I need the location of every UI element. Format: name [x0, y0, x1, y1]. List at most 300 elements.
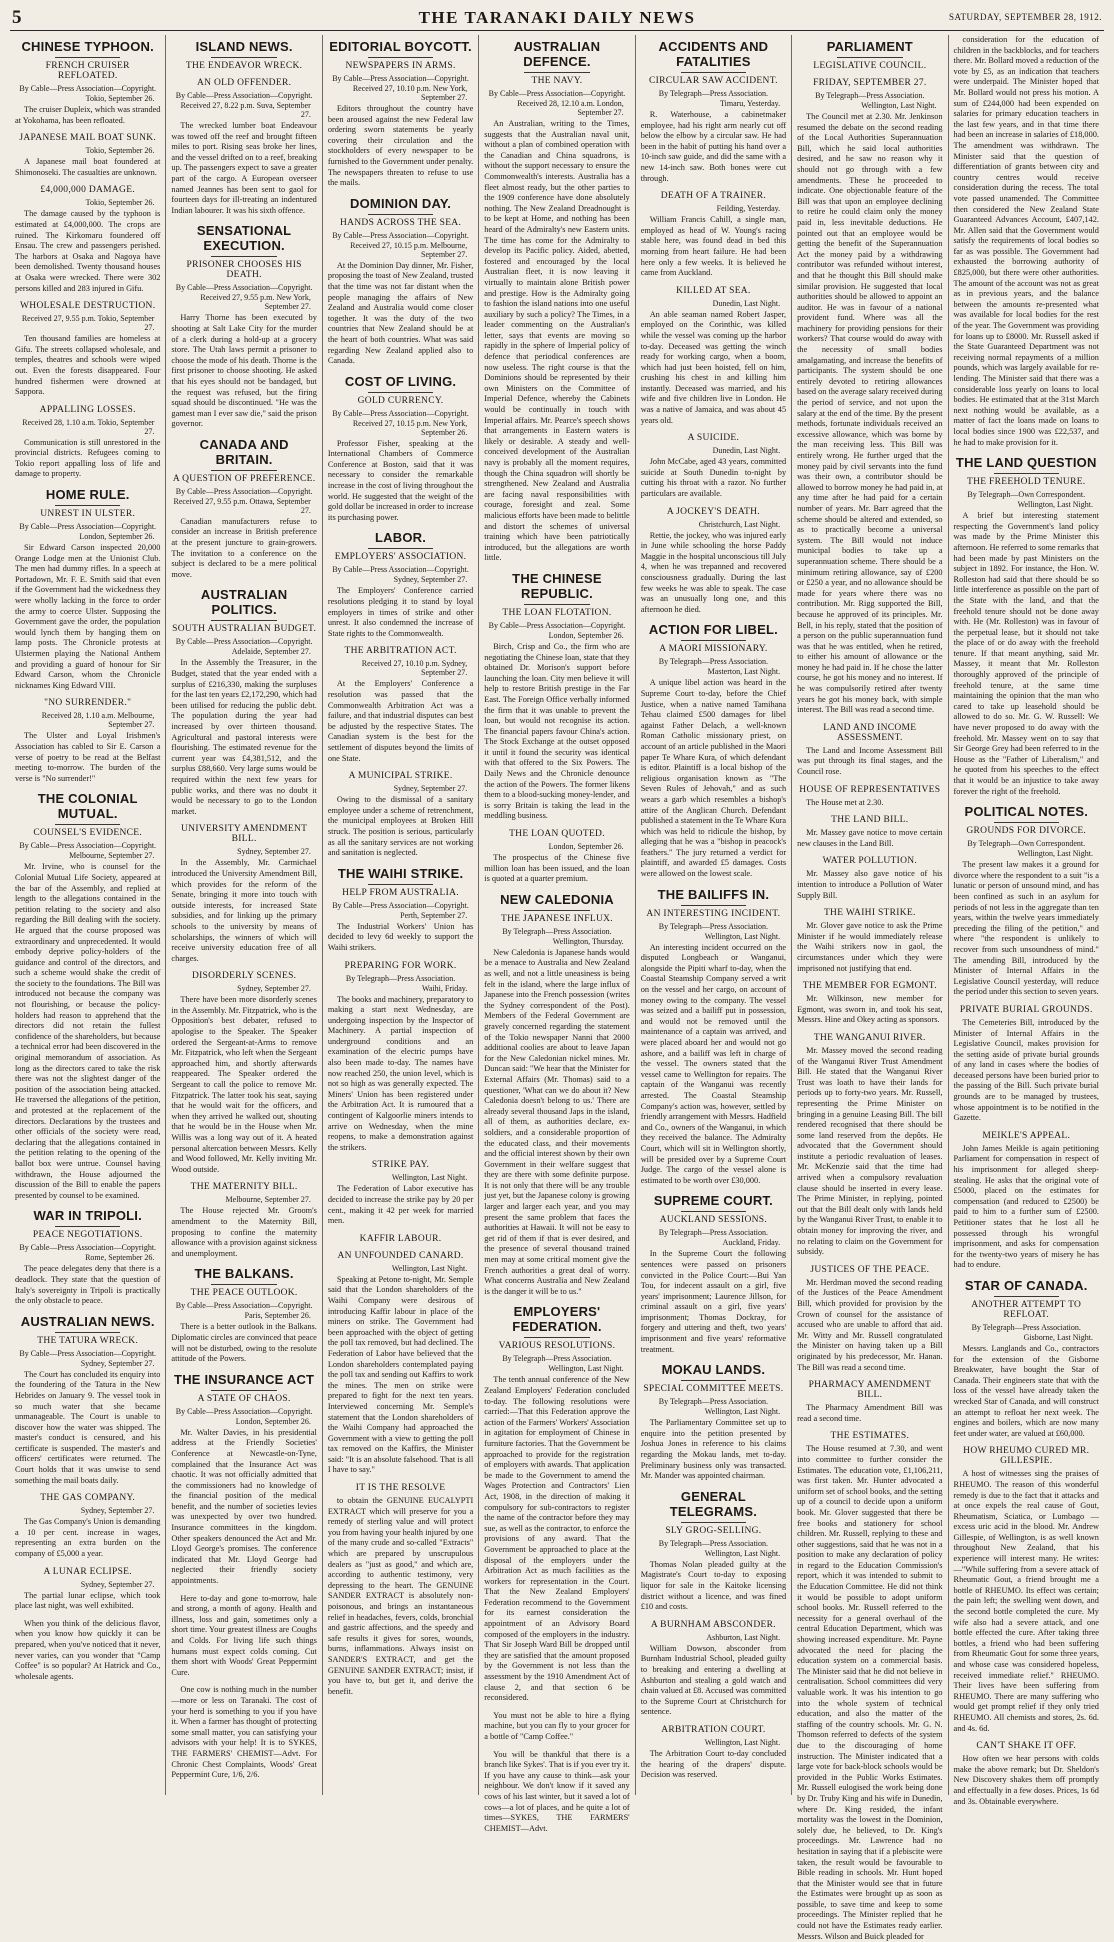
article-byline: By Cable—Press Association—Copyright.	[332, 565, 469, 575]
article	[641, 1489, 786, 1613]
article-subhead: PEACE NEGOTIATIONS.	[32, 1230, 143, 1241]
article-body: The House rejected Mr. Groom's amendment to the Maternity Bill, proposing to confine the maternity allowance with a provision against sickness and unemployment.	[171, 1206, 317, 1258]
article-byline: By Telegraph—Press Association.	[658, 1538, 769, 1548]
article	[484, 1304, 629, 1703]
article-byline: By Cable—Press Association—Copyright.	[332, 74, 469, 83]
column-5	[636, 35, 792, 1795]
article-subhead: A JOCKEY'S DEATH.	[666, 506, 760, 517]
article-body: Professor Fisher, speaking at the International Chambers of Commerce Conference at Boston, said that it was necessary to consider the remarkable increase in the cost of living throughout the world. He suggested that the weight of the gold dollar be increased in order to increase its purchasing power.	[327, 438, 474, 522]
column-3	[323, 35, 479, 1795]
article-subhead: THE WAIHI STRIKE.	[823, 908, 916, 919]
article-headline: NEW CALEDONIA	[500, 891, 614, 907]
article-subhead: A STATE OF CHAOS.	[197, 1393, 291, 1404]
article-byline: By Cable—Press Association—Copyright.	[19, 522, 157, 532]
article-dateline: Wellington, Last Night.	[704, 1548, 781, 1558]
headline-rule	[211, 620, 276, 621]
article	[954, 1131, 1099, 1271]
article-body: The present law makes it a ground for divorce where the respondent to a suit "is a lunatic or person of unsound mind, and has been confined as such in an asylum for periods of not less in the aggregate than ten years, within the twelve years immediately preceding the filing of the petition," and where "the respondent is unlikely to recover from such unsoundness of mind." The amending Bill, introduced by the Minister of Internal Affairs in the Legislative Council yesterday, will reduce the period under this section to seven years.	[953, 860, 1099, 997]
article-subhead: LAND AND INCOME ASSESSMENT.	[823, 722, 917, 743]
article-dateline: Tokio, September 26.	[85, 146, 155, 156]
article-body: Mr. Massey gave notice to move certain new clauses in the Land Bill.	[797, 828, 943, 848]
article-byline: By Cable—Press Association—Copyright.	[488, 620, 626, 630]
article-subhead: A SUICIDE.	[687, 433, 740, 444]
article-dateline: Received 28, 1.10 a.m. Melbourne, September 27.	[41, 711, 155, 730]
article-headline: PARLIAMENT	[826, 39, 913, 54]
article	[15, 1567, 160, 1612]
article-headline: AUSTRALIAN NEWS.	[20, 1313, 155, 1329]
article-body: In the Supreme Court the following sentences were passed on prisoners convicted in the Police Court:—Bui Yan Tou, for indecent assault on a girl, five years' imprisonment; Laurence Jillson, for criminal assault on a girl, five years' imprisonment; Thomas Dockray, for forgery and uttering and theft, two years' imprisonment and five years' reformative treatment.	[640, 1249, 787, 1354]
article-body: Messrs. Langlands and Co., contractors for the extension of the Gisborne Breakwater, have bought the Star of Canada. Their engineers state that with the loss of the vessel have already taken the wrecked Star of Canada, and will construct an attempt to refloat her next week. The engines and boilers, which are now many feet under water, are valued at £60,000.	[953, 1343, 1099, 1438]
article-dateline: Wellington, Thursday.	[552, 936, 624, 946]
columns-container	[10, 35, 1104, 1941]
article-headline: WAR IN TRIPOLI.	[33, 1208, 142, 1224]
article-byline: By Cable—Press Association—Copyright.	[332, 230, 469, 240]
headline-rule	[55, 57, 120, 58]
article	[328, 646, 473, 764]
article-dateline: Auckland, Friday.	[722, 1238, 781, 1248]
article	[328, 1234, 473, 1244]
article	[328, 196, 473, 367]
article-body: Speaking at Petone to-night, Mr. Semple said that the London shareholders of the Waihi Company were desirous of introducing Kaffir labour in place of the miners on strike. The Government had been approached with the object of getting the poll tax removed, but had declined. The Federation of Labor have believed that the London shareholders contemplated paying the poll tax and sending out Kaffirs to work the mines. The men on strike were prepared to fight for the next ten years. Interviewed concerning Mr. Semple's statement that the London shareholders of the Waihi Company had approached the Government with a view to getting the poll tax removed on the Kaffirs, the Minister said: "It is an absolute falsehood. That is all I have to say."	[327, 1274, 474, 1475]
headline-rule	[681, 905, 746, 906]
article-body: In the Assembly the Treasurer, in the Budget, stated that the year ended with a surplus of £216,330, making the surpluses for the last ten years £2,172,290, which had been utilised for reducing the public debt. The population during the year had increased by over thirteen thousand. Agricultural and pastoral interests were flourishing. The estimated revenue for the current year was £4,381,512, and the surplus £88,660. Very large sums would be required within the next few years for public works, and there was no doubt it would be necessary to go to the London market.	[171, 658, 317, 816]
article-subhead: NEWSPAPERS IN ARMS.	[345, 61, 456, 71]
headline-rule	[994, 822, 1059, 823]
article-dateline: Sydney, September 27.	[393, 575, 468, 585]
article-subhead: THE TATURA WRECK.	[37, 1335, 139, 1346]
article	[641, 286, 786, 427]
article-body: Communication is still unrestored in the provincial districts. Refugees coming to Tokio report appalling loss of life and damage to property.	[15, 437, 161, 479]
article-subhead: PRISONER CHOOSES HIS DEATH.	[186, 260, 302, 281]
article-subhead: THE WANGANUI RIVER.	[813, 1032, 926, 1043]
article-subhead: GROUNDS FOR DIVORCE.	[966, 826, 1087, 837]
article-headline: THE LAND QUESTION	[955, 455, 1097, 471]
article-dateline: Adelaide, September 27.	[231, 647, 311, 657]
article-subhead: PREPARING FOR WORK.	[344, 960, 457, 971]
headline-rule	[837, 57, 902, 58]
article	[171, 1266, 316, 1364]
headline-rule	[524, 604, 589, 605]
article-dateline: Received 27, 10.15 p.m. New York, September 26.	[352, 418, 468, 437]
article-dateline: Christchurch, Last Night.	[698, 519, 781, 529]
article-body: A host of witnesses sing the praises of RHEUMO. The reason of this wonderful remedy is due to the fact that it attacks and at once expels the real cause of Gout, Rheumatism, Sciatica, or Lumbago — excess uric acid in the blood. Mr. Andrew Gillespie, of Wellington, is as well known throughout New Zealand, that his experience will interest many. He writes:—"While suffering from a severe attack of Rheumatic Gout, a friend brought me a bottle of RHEUMO. Its effect was certain; the pain left; the swelling went down, and the second bottle completed the cure. My wife also had a severe attack, and one bottle effected the cure. After taking three bottles, a friend who had been suffering from Rheumatic Gout for some three years, and whose case was considered hopeless, received immediate relief." RHEUMO. Their lives have been suffering from RHEUMO. There are many suffering who would get prompt relief if they only tried RHEUMO. All chemists and stores, 2s. 6d. and 4s. 6d.	[953, 1469, 1099, 1733]
article	[15, 487, 160, 691]
article-subhead: "NO SURRENDER."	[44, 698, 132, 709]
article-body: There have been more disorderly scenes in the Assembly. Mr. Fitzpatrick, who is the Opposition's best debater, refused to apologise to the Speaker. The Speaker ordered the Sergeant-at-Arms to remove Mr. Fitzpatrick, who left when the Sergeant approached him, and shortly afterwards reappeared. The Speaker ordered the Sergeant to call the police to remove Mr. Fitzpatrick. The latter took his seat, saying that he would wait for the officers, and when they arrived he walked out, shouting that he would be in the House when Mr. Willis was a long way out of it. A heated personal altercation between Messrs. Kelly and Wood followed, Mr. Kelly inviting Mr. Wood outside.	[171, 995, 317, 1174]
article	[954, 1278, 1099, 1439]
article-dateline: Received 27, 9.55 p.m. Tokio, September 27.	[21, 314, 155, 333]
article-headline: THE BALKANS.	[194, 1266, 294, 1282]
article-subhead: A MAORI MISSIONARY.	[659, 644, 768, 655]
article-body: The Court has concluded its enquiry into the foundering of the Tatura in the New Hebrides on January 9. The vessel took in so much water that she became unmanageable. The Court is unable to discover how the water was shipped. The master's conduct is censured, and his certificate is suspended. The master's and officers' certificates were returned. The Court holds that it was unwise to send something the mail boats daily.	[15, 1369, 161, 1485]
article-dateline: Received 27, 10.10 p.m. New York, September 27.	[352, 84, 468, 102]
column-1	[10, 35, 166, 1795]
article-body: Ten thousand families are homeless at Gifu. The streets collapsed wholesale, and temples, theatres and schools were wiped out. Even the forests disappeared. Four hundred fishermen were drowned at Sappora.	[15, 334, 161, 397]
article-body: Canadian manufacturers refuse to consider an increase in British preference at the present juncture to grain-growers. The invitation to a conference on the subject is declared to be a mere political move.	[171, 516, 317, 579]
article-subhead: THE FREEHOLD TENURE.	[966, 477, 1086, 488]
article-dateline: Wellington, Last Night.	[391, 1173, 468, 1183]
article-dateline: London, September 26.	[548, 842, 624, 852]
article	[797, 815, 942, 849]
article-body: The Employers' Conference carried resolutions pledging it to stand by loyal employers in times of strike and other unrest. It also condemned the increase of State rights to the Commonwealth.	[327, 586, 474, 638]
article-body: Here to-day and gone to-morrow, hale and strong, a month of agony. Health and illness, loss and gain, sometimes only a short time. Your greatest illness are Coughs and Colds. For living life such things humans must expect colds coming. Cut them short with Woods' Great Peppermint Cure.	[171, 1593, 317, 1677]
article-body: The Council met at 2.30. Mr. Jenkinson resumed the debate on the second reading of the Local Authorities Superannuation Bill, which he said local authorities desired, and he saw no reason why it should not go through with a few amendments. These he proceeded to indicate. One objectionable feature of the Bill was that upon an employee declining to retire he could claim only the money paid in, less inevitable deductions. He pointed out that an employee would be getting the benefit of the Superannuation Act the money paid by a withdrawing contributor was refunded without interest, and that he thought this Bill should make similar provision. He suggested that local authorities should be allowed to appoint an auditor. He was in favour of a national provident fund. Where was all the machinery for providing pensions for their workers? That course would do away with the necessity of small bodies amalgamating, and increase the benefits of participants. The system should be one entirely devoted to retiring allowances based on the average salary received during the period of service, and not upon the salary at the end of the time. By the present methods, fortunate individuals received an excessive allowance, which was borne by the man receiving less. This Bill was entirely wrong. He further urged that the money paid by civil servants into the fund was their own, a contributor should be allowed to borrow money he had paid in, at any time after he had paid for a certain number of years. Mr. Barr agreed that the scheme should be altered and extended, so as to practically become a universal system. The Bill would not induce municipal bodies to take up a superannuation scheme. There should be a minimum retiring allowance, say of £200 or £250 a year, and no allowance should be made for years where there was no contribution. Mr. Rigg supported the Bill, because he approved of its principles. Mr. Bell, in his reply, stated that the position of a person on the public superannuation fund was that he was entitled, when he retired, to either his amount of allowance or the money he had paid in. If he chose the latter course, he got his money and no interest. If he was compulsorily retired after twenty years he got his money back, with simple interest. The Bill was read a second time.	[797, 112, 943, 715]
article-headline: EDITORIAL BOYCOTT.	[329, 39, 472, 54]
article-headline: THE BAILIFFS IN.	[657, 886, 770, 902]
article-headline: THE INSURANCE ACT	[174, 1371, 315, 1387]
article-body: John McCabe, aged 43 years, committed suicide at South Dunedin to-night by cutting his throat with a razor. No further particulars are available.	[640, 457, 787, 499]
article-subhead: THE GAS COMPANY.	[40, 1493, 136, 1504]
article-body: New Caledonia is Japanese hands would be a menace to Australia and New Zealand as well, and not a little uneasiness is being felt in the island, where the large influx of Japanese into the French possession (writes the Sydney correspondent of the Post). Members of the Federal Government are gravely concerned regarding the statement of the Tokio newspaper Nanni that 2000 additional coolies are about to leave Japan for the New Caledonian nickel mines. Mr. Duncan said: "We hear that the Minister for External Affairs (Mr. Thomas) said to a questioner, 'What can we do about it? New Caledonia doesn't belong to us.' There are already several thousand Japs in the island, all of them, as authorities declare, ex-soldiers, and a considerable proportion of the educated class, and their movements and the official interest shown by their own Government in their welfare suggest that they are there with some definite purpose. It is not only that there will be any trouble just yet, but the Japanese colony is growing larger and larger each year, and you may present the same problem that faces the authorities at Hawaii. It will not be easy to get rid of them if that is ever desired, and the presence of several thousand trained men may at some critical moment give the French authorities a great deal of worry. What concerns Australia and New Zealand is the danger it will be to us."	[484, 947, 630, 1296]
article	[15, 698, 160, 784]
article-subhead: LEGISLATIVE COUNCIL.	[813, 61, 927, 71]
article-subhead: AN INTERESTING INCIDENT.	[646, 908, 781, 919]
article	[15, 39, 160, 126]
article-dateline: Gisborne, Last Night.	[1023, 1332, 1093, 1342]
masthead	[10, 6, 1104, 31]
article-body: The Cemeteries Bill, introduced by the Minister of Internal Affairs in the Legislative Council, makes provision for the setting aside of private burial grounds of any land in cases where the bodies of deceased persons have been buried prior to the passing of the Bill. Such private burial grounds are to be managed by trustees, whose appointment is to be notified in the Gazette.	[953, 1017, 1099, 1123]
article-subhead: THE LOAN FLOTATION.	[502, 607, 612, 618]
article-byline: By Telegraph—Press Association.	[658, 657, 769, 667]
article-subhead: THE MEMBER FOR EGMONT.	[802, 981, 937, 992]
headline-rule	[211, 256, 276, 257]
article-subhead: JUSTICES OF THE PEACE.	[810, 1264, 930, 1275]
article	[484, 571, 629, 822]
article	[797, 785, 942, 809]
article-body: You will be thankful that there is a branch like Sykes'. That is if you ever try it. If you have any cause to think—ask your neighbour. We don't know if it saved any cows of his last winter, but it saved a lot of cows—a lot of places, and he quite a lot of times—SYKES, THE FARMERS' CHEMIST—Advt.	[484, 1749, 630, 1833]
article-body: Birch, Crisp and Co., the firm who are negotiating the Chinese loan, state that they obtained Dr. Morison's support before launching the loan. City men believe it will help to restore British prestige in the Far East. The Foreign Office verbally informed the firm that it was unable to prevent the loan, but would not recognise its action. The financial papers favour China's action. The Stock Exchange at the outset opposed it until it found the security was identical with that offered to the Six Powers. The Daily News and the Chronicle denounce the action of the Powers. The former likens them to a blood-sucking money-lender, and is sorry Britain is taking the lead in the meddling business.	[484, 641, 630, 821]
article-dateline: Received 28, 12.10 a.m. London, September 27.	[517, 99, 624, 117]
article-body: The Ulster and Loyal Irishmen's Association has cabled to Sir E. Carson a verse of poetry to be read at the Belfast meeting to-morrow. The burden of the verse is "No surrender!"	[15, 731, 161, 783]
article-byline: By Cable—Press Association—Copyright.	[175, 91, 313, 100]
article	[641, 1725, 786, 1781]
headline-rule	[368, 392, 433, 393]
article-byline: By Telegraph—Press Association.	[658, 89, 769, 98]
article-dateline: Wellington, Last Night.	[704, 931, 781, 941]
article	[328, 866, 473, 954]
article	[328, 771, 473, 859]
headline-rule	[524, 1337, 589, 1338]
article-subhead: GOLD CURRENCY.	[357, 395, 444, 406]
article-body: Mr. Irvine, who is counsel for the Colonial Mutual Life Society, appeared at the bar of the Assembly, and replied at length to the allegations contained in the petition relating to the society and also regarding the Bill dealing with the society. He argued that the course proposed was extraordinary and unprecedented. It would embody deprive policy-holders of the guidance and control of the directors, and such a scheme would shake the credit of the society to the foundations. The Bill was introduced not because the company was not flourishing, or because the policy-holders had reason to apprehend that the directors did not retain the fullest confidence of the shareholders, but because a technical error had been discovered in the original memorandum of association. As long as the directors cared to take the risk there was not the slightest danger of the position of the association being attacked. He traversed the allegations of the petition, and protested at the replacement of the directors. Declarations by the trustees and other officials of the society were read, declaring that the allegations contained in the petition relating to the opening of the ballot box were untrue. Counsel having withdrawn, the House adjourned the discussion of the Bill to enable the papers presented by counsel to be examined.	[15, 862, 161, 1200]
article-dateline: Received 27, 8.22 p.m. Suva, September 27.	[180, 101, 311, 119]
headline-rule	[211, 1390, 276, 1391]
article-byline: By Cable—Press Association—Copyright.	[175, 637, 313, 647]
article-body: Editors throughout the country have been aroused against the new Federal law ordering sworn statements be yearly covering their circulation and the stockholders of every newspaper to be furnished to the Government under penalty. The newspapers threaten to refuse to use the mails.	[327, 104, 474, 188]
article-subhead: IT IS THE RESOLVE	[355, 1483, 446, 1494]
article	[954, 35, 1099, 448]
headline-rule	[211, 57, 276, 58]
article-dateline: Dunedin, Last Night.	[712, 446, 781, 456]
article-byline: By Cable—Press Association—Copyright.	[19, 1243, 157, 1253]
article-body: The Gas Company's Union is demanding a 10 per cent. increase in wages, representing an extra burden on the company of £5,000 a year.	[15, 1517, 161, 1559]
article-dateline: Sydney, September 27.	[393, 784, 468, 794]
article-body: Owing to the dismissal of a sanitary employee under a scheme of retrenchment, the municipal employees at Broken Hill struck. The position is serious, particularly as all the sanitary services are not working and sanitation is neglected.	[327, 795, 474, 858]
article-subhead: DISORDERLY SCENES.	[191, 971, 297, 982]
article	[171, 437, 316, 581]
article-dateline: Tokio, September 26.	[85, 94, 155, 103]
article-headline: ACCIDENTS AND FATALITIES	[658, 39, 769, 69]
article-body: William Francis Cahill, a single man, employed as head of W. Young's racing stable here, was found dead in bed this morning from heart failure. He had been here only a few weeks. It is believed he came from Auckland.	[640, 215, 787, 278]
headline-rule	[681, 1211, 746, 1212]
article	[328, 1483, 473, 1697]
article-subhead: SOUTH AUSTRALIAN BUDGET.	[172, 624, 317, 635]
article-body: The Parliamentary Committee set up to enquire into the petition presented by Joshua Jones in reference to his claims regarding the Mokau lands, met to-day. Preliminary business only was transacted. Mr. Mander was appointed chairman.	[640, 1418, 787, 1481]
article-dateline: Wellington, Last Night.	[1017, 500, 1093, 510]
article-headline: ISLAND NEWS.	[195, 39, 293, 54]
article	[641, 622, 786, 879]
article-dateline: London, September 26.	[548, 630, 624, 640]
article-body: There is a better outlook in the Balkans. Diplomatic circles are convinced that peace will not be disturbed, owing to the resolute attitude of the Powers.	[171, 1322, 317, 1364]
article	[641, 433, 786, 499]
article	[15, 301, 160, 398]
article-headline: AUSTRALIAN POLITICS.	[200, 587, 288, 618]
article-subhead: HOW RHEUMO CURED MR. GILLESPIE.	[963, 1446, 1090, 1467]
article-body: The Federation of Labor executive has decided to increase the strike pay by 20 per cent., making it 42 per week for married men.	[327, 1184, 474, 1226]
article-subhead: SLY GROG-SELLING.	[665, 1525, 762, 1536]
article-dateline: Received 27, 10.15 p.m. Melbourne, September 27.	[350, 240, 468, 259]
article-subhead: KAFFIR LABOUR.	[359, 1233, 442, 1244]
article-body: The cruiser Dupleix, which was stranded at Yokohama, has been refloated.	[15, 105, 161, 125]
article-subhead: APPALLING LOSSES.	[39, 404, 136, 415]
article	[171, 971, 316, 1175]
article-headline: STAR OF CANADA.	[964, 1277, 1088, 1293]
article-body: The Industrial Workers' Union has decided to levy 6d weekly to support the Waihi strikers.	[327, 921, 474, 952]
article	[954, 804, 1099, 998]
headline-rule	[368, 214, 433, 215]
article	[797, 1033, 942, 1258]
article-subhead: CIRCULAR SAW ACCIDENT.	[649, 76, 778, 86]
article-subhead: UNIVERSITY AMENDMENT BILL.	[181, 824, 308, 845]
article-subhead: CAN'T SHAKE IT OFF.	[976, 1741, 1077, 1752]
article-subhead: £4,000,000 DAMAGE.	[40, 185, 135, 196]
column-4	[479, 35, 635, 1833]
article-headline: THE COLONIAL MUTUAL.	[37, 791, 138, 822]
article-byline: By Telegraph—Press Association.	[502, 926, 612, 936]
article-dateline: Wellington, Last Night.	[704, 1407, 781, 1417]
article-body: The Pharmacy Amendment Bill was read a second time.	[797, 1403, 943, 1423]
article-subhead: ANOTHER ATTEMPT TO REFLOAT.	[971, 1299, 1082, 1320]
article	[797, 39, 942, 71]
article-subhead: AN UNFOUNDED CANARD.	[337, 1250, 464, 1261]
article	[484, 1750, 629, 1835]
article	[797, 723, 942, 778]
article-subhead: THE ESTIMATES.	[830, 1431, 910, 1442]
article-byline: By Telegraph—Press Association.	[502, 1354, 612, 1364]
article-body: A brief but interesting statement respecting the Government's land policy was made by the Prime Minister this afternoon. He referred to some remarks that had been made by past Ministers on the subject in 1892. For instance, the Hon. W. Rolleston had said that there should be so little interference as possible on the part of the State with the land, and that the freehold tenure should not be done away with. He (Mr. Rolleston) was in favour of the perpetual lease, but it should not take the place of or do away with the freehold tenure. If that meant anything, said Mr. Massey, it meant that Mr. Rolleston thoroughly approved of the principle of freehold tenure, at the same time maintaining the opinion that the man who cared to take up leasehold should be allowed to do so. Mr. G. W. Russell: We have never proposed to do away with the freehold. Mr. Massey went on to say that Sir George Grey had been referred to in the House as the "Father of Liberalism," and he quoted from his speeches to the effect that it would be an injustice to take away forever the right of the freehold.	[953, 511, 1099, 796]
article-dateline: Wellington, Last Night.	[391, 1263, 468, 1273]
article-dateline: Melbourne, September 27.	[69, 851, 155, 861]
article-headline: EMPLOYERS' FEDERATION.	[512, 1304, 602, 1335]
newspaper-title: THE TARANAKI DAILY NEWS	[418, 8, 696, 27]
article-dateline: Wellington, Last Night.	[704, 1737, 781, 1747]
article-dateline: Received 28, 1.10 a.m. Tokio, September 27.	[22, 417, 155, 436]
article-subhead: A MUNICIPAL STRIKE.	[348, 771, 453, 782]
headline-rule	[681, 72, 746, 73]
article-body: Mr. Walter Davies, in his presidential address at the Friendly Societies' Conference at Newcastle-on-Tyne, complained that the Insurance Act was chaotic. It was not officially admitted that the commissioners had no knowledge of the financial position of the medical benefit, and the number of societies levies was unexpected by over two hundred. Insurance committees in the kingdom. Other speakers denounced the Act and Mr. Lloyd George's promises. The conference indicated that Mr. Lloyd George had neglected their friendly society appointments.	[171, 1427, 317, 1586]
column-6	[792, 35, 948, 1941]
headline-rule	[681, 640, 746, 641]
headline-rule	[994, 473, 1059, 474]
headline-rule	[55, 505, 120, 506]
article-dateline: Feilding, Yesterday.	[716, 204, 781, 214]
article	[797, 981, 942, 1026]
headline-rule	[55, 824, 120, 825]
article-body: An able seaman named Robert Jasper, employed on the Corinthic, was killed while the vessel was coming up the harbor to-day. Deceased was getting the winch ready for working cargo, when a boom, which had just been hoisted, fell on him, crushing his chest in and killing him instantly. Deceased was married, and his wife and five children live in London. He was a native of Jamaica, and was about 45 years old.	[640, 309, 787, 425]
article	[171, 824, 316, 964]
article-subhead: KILLED AT SEA.	[676, 285, 751, 296]
article-body: Sir Edward Carson inspected 20,000 Orange Lodge men at the Unionist Club. The men had dummy rifles. In a speech at Portadown, Mr. F. E. Smith said that even if the Government had the wickedness they were wholly lacking in the force to order the army to coerce Ulster. Supposing the Government gave the order, the population would lynch them by hanging them on lamp posts. The Chronicle protests at Ulstermen playing the National Anthem and providing a guard of honour for Sir Edward Carson, whom the Chronicle nicknames King Edward VIII.	[15, 543, 161, 690]
article-subhead: PHARMACY AMENDMENT BILL.	[808, 1380, 932, 1401]
column-7	[949, 35, 1104, 1806]
article-byline: By Cable—Press Association—Copyright.	[19, 84, 157, 93]
article-body: The House resumed at 7.30, and went into committee to further consider the Estimates. The education vote, £1,106,211, was first taken. Mr. Hunter advocated a uniform set of school books, and the setting up of a council to decide upon a uniform book. Mr. Glover suggested that there be free books and stationery for school children. Mr. Russell, replying to these and other suggestions, said that he was not in a position to make any declaration of policy in regard to the Education Commission's report, which it was intended to submit to the Education Committee. He did not think it would be possible to adopt uniform school books. Mr. Russell referred to the necessity for a general overhaul of the central Education Department, which was showing increased expenditure. Mr. Payne advocated the need for placing the education system on a commercial basis. The Minister said that he did not believe in centralisation. School committees did very valuable work. It was his intention to go into the whole system of technical education, and also the matter of the staffing of the country schools. Mr. G. N. Thomson referred to defects of the system due to the discouraging of home instruction. The Minister indicated that a large vote for back-block schools would be provided in the Public Works Estimates. Mr. Russell eulogised the work being done by Dr. Truby King and his wife in Dunedin, where Dr. King resided, the infant mortality was the lowest in the Dominion, solely due, he believed, to Dr. King's proceedings. Mr. Lawrence had no hesitation in saying that if a plebiscite were taken, the result would be favourable to Bible reading in schools. Mr. Hunt hoped that the Minister would see that in future the Estimates were brought up as soon as possible, to save time and keep to some proceedings. The Minister replied that he could not have the Estimates ready earlier. Messrs. Wilson and Buick pleaded for	[797, 1444, 943, 1941]
article-subhead: THE ENDEAVOR WRECK.	[185, 61, 303, 71]
article	[797, 1431, 942, 1942]
article-dateline: Wellington, Last Night.	[861, 101, 937, 110]
article	[641, 1193, 786, 1355]
article	[797, 78, 942, 716]
article-subhead: SPECIAL COMMITTEE MEETS.	[643, 1384, 784, 1395]
article	[954, 1005, 1099, 1124]
article-body: In the Assembly, Mr. Carmichael introduced the University Amendment Bill, which provides for the reform of the Senate, bringing it more into touch with outside interests, for increased State subsidies, and for linking up the primary schools to the university by means of scholarships, the winners of which will receive university education free of all charges.	[171, 858, 317, 963]
article-dateline: Masterton, Last Night.	[707, 667, 781, 677]
article-body: The damage caused by the typhoon is estimated at £4,000,000. The crops are ruined. The Kirkomaru foundered off Ensau. The crew and passengers perished. The harbors at Osaka and Nagoya have been demolished. Twenty thousand houses at Osaka were wrecked. There were 302 persons killed and 283 injured in Gifu.	[15, 209, 161, 293]
article-subhead: AUCKLAND SESSIONS.	[659, 1215, 768, 1226]
article-subhead: FRIDAY, SEPTEMBER 27.	[813, 78, 927, 88]
article-byline: By Cable—Press Association—Copyright.	[19, 841, 157, 851]
article-dateline: Wellington, Last Night.	[1017, 849, 1093, 859]
article-dateline: Sydney, September 27.	[80, 1579, 155, 1589]
article-dateline: London, September 26.	[79, 532, 155, 542]
article-subhead: ARBITRATION COURT.	[661, 1724, 766, 1735]
article	[328, 961, 473, 1154]
article-byline: By Cable—Press Association—Copyright.	[175, 1301, 313, 1311]
article-body: The prospectus of the Chinese five million loan has been issued, and the loan is quoted at a quarter premium.	[484, 853, 630, 884]
article-subhead: EMPLOYERS' ASSOCIATION.	[334, 552, 467, 563]
article-byline: By Telegraph—Press Association.	[658, 1397, 769, 1407]
article-byline: By Cable—Press Association—Copyright.	[175, 1406, 313, 1416]
article-body: The partial lunar eclipse, which took place last night, was well exhibited.	[15, 1590, 161, 1611]
article	[797, 1380, 942, 1424]
article-body: A Japanese mail boat foundered at Shimonoseki. The casualties are unknown.	[15, 157, 161, 177]
article	[15, 791, 160, 1201]
article-body: Thomas Nolan pleaded guilty at the Magistrate's Court to-day to exposing liquor for sale in the Kaitoke licensing district without a licence, and was fined £10 and costs.	[640, 1559, 787, 1612]
article-headline: CANADA AND BRITAIN.	[199, 436, 289, 467]
article-subhead: WHOLESALE DESTRUCTION.	[20, 301, 156, 312]
article-body: William Dowson, absconder from Burnham Industrial School, pleaded guilty to breaking and entering a dwelling at Ashburton and stealing a gold watch and chain valued at £8. Accused was committed to the Supreme Court at Christchurch for sentence.	[640, 1643, 787, 1717]
article-body: How often we hear persons with colds make the above remark; but Dr. Sheldon's New Discovery shakes them off promptly and effectually in a few doses. Prices, 1s 6d and 3s. Obtainable everywhere.	[953, 1754, 1099, 1806]
article	[641, 39, 786, 184]
article	[954, 1446, 1099, 1734]
article	[15, 1208, 160, 1306]
article-byline: By Cable—Press Association—Copyright.	[332, 408, 469, 418]
article	[171, 1685, 316, 1780]
article-subhead: UNREST IN ULSTER.	[40, 509, 136, 520]
article-subhead: THE JAPANESE INFLUX.	[500, 913, 613, 924]
issue-date: SATURDAY, SEPTEMBER 28, 1912.	[948, 12, 1102, 22]
article-subhead: DEATH OF A TRAINER.	[660, 191, 767, 202]
article-body: Mr. Wilkinson, new member for Egmont, was sworn in, and took his seat, Messrs. Hine and Okey acting as sponsors.	[797, 994, 943, 1025]
article-subhead: A LUNAR ECLIPSE.	[43, 1566, 132, 1577]
headline-rule	[55, 1226, 120, 1227]
article	[15, 1493, 160, 1559]
article-headline: COST OF LIVING.	[344, 373, 457, 389]
article	[797, 908, 942, 974]
article	[171, 1594, 316, 1679]
article	[15, 1314, 160, 1487]
article-byline: By Cable—Press Association—Copyright.	[332, 900, 469, 910]
article-byline: By Cable—Press Association—Copyright.	[175, 486, 313, 496]
article-subhead: PRIVATE BURIAL GROUNDS.	[959, 1004, 1093, 1015]
article-dateline: Dunedin, Last Night.	[712, 298, 781, 308]
article-byline: By Telegraph—Own Correspondent.	[967, 490, 1086, 500]
article	[954, 1741, 1099, 1807]
headline-rule	[681, 1380, 746, 1381]
article	[328, 1160, 473, 1226]
headline-rule	[55, 1332, 120, 1333]
article-headline: ACTION FOR LIBEL.	[648, 622, 778, 638]
article-body: The Arbitration Court to-day concluded the hearing of the drapers' dispute. Decision was reserved.	[640, 1748, 787, 1780]
article-dateline: Received 27, 10.10 p.m. Sydney, September 27.	[361, 659, 468, 678]
article-headline: LABOR.	[375, 530, 427, 546]
article	[797, 856, 942, 901]
article-body: Mr. Herdman moved the second reading of the Justices of the Peace Amendment Bill, which provided for provision by the Crown of counsel for the assistance of accused who are unable to afford that aid. Mr. Witty and Mr. Russell congratulated the Minister on having taken up a Bill originated by his predecessor, Mr. Hanan. The Bill was read a second time.	[797, 1277, 943, 1372]
article	[484, 39, 629, 564]
page-number: 5	[12, 7, 22, 28]
article-headline: THE WAIHI STRIKE.	[337, 865, 464, 881]
article-dateline: Tokio, September 26.	[85, 198, 155, 208]
article-headline: SENSATIONAL EXECUTION.	[196, 223, 292, 254]
column-2	[166, 35, 322, 1795]
article-dateline: Ashburton, Last Night.	[706, 1632, 781, 1642]
article-body: A unique libel action was heard in the Supreme Court to-day, before the Chief Justice, when a native named Tamihana Tehau claimed £500 damages for libel against Father Delach, a well-known Roman Catholic missionary priest, on account of an article published in the Maori paper Te Whare Kura, of which defendant is editor. Plaintiff is a local bishop of the religious organisation known as "The Seven Rules of Jehovah," and as such wears a garb which resembles a bishop's attire of the Anglican Church. Defendant published a statement in the Te Whare Kura which was held to ridicule the bishop, by alleging that he was a "bishop in peacock's feathers." The jury returned a verdict for plaintiff, and awarded £5 damages. Costs were allowed on the lowest scale.	[640, 678, 787, 879]
article-subhead: A BURNHAM ABSCONDER.	[650, 1619, 776, 1630]
article	[797, 1265, 942, 1373]
article	[328, 39, 473, 189]
article	[484, 892, 629, 1298]
article-dateline: Rome, September 26.	[85, 1253, 155, 1263]
article-byline: By Cable—Press Association—Copyright.	[19, 1348, 157, 1358]
headline-rule	[211, 1284, 276, 1285]
article-body: You must not be able to hire a flying machine, but you can fly to your grocer for a bottle of "Camp Coffee."	[484, 1710, 630, 1741]
article-dateline: Sydney, September 27.	[80, 1506, 155, 1516]
article-body: One cow is nothing much in the number—more or less on Taranaki. The cost of your herd is something to you if you have it. When a farmer has thought of protecting some small matter, you can satisfying your advisors with your help! It is to SYKES, THE FARMERS' CHEMIST—Advt. For Chronic Chest Complaints, Woods' Great Peppermint Cure, 1/6, 2/6.	[171, 1685, 317, 1780]
article	[171, 587, 316, 817]
article-subhead: HELP FROM AUSTRALIA.	[342, 887, 459, 898]
article-subhead: VARIOUS RESOLUTIONS.	[498, 1341, 616, 1352]
article-byline: By Cable—Press Association—Copyright.	[488, 89, 626, 98]
article-headline: CHINESE TYPHOON.	[21, 39, 154, 54]
article-subhead: COUNSEL'S EVIDENCE.	[33, 828, 143, 839]
article-dateline: Received 27, 9.55 p.m. New York, September 27.	[200, 293, 311, 312]
article-body: The Land and Income Assessment Bill was put through its final stages, and the Council rose.	[797, 745, 943, 777]
article-byline: By Telegraph—Press Association.	[971, 1322, 1081, 1332]
article	[641, 887, 786, 1187]
article-subhead: HANDS ACROSS THE SEA.	[339, 217, 462, 228]
article-body: John James Meikle is again petitioning Parliament for compensation in respect of his imprisonment for alleged sheep-stealing. He asks that the original vote of £5000, placed on the estimates for compensation (and reduced to £2500) be paid to him to a further sum of £2500. Petitioner states that he lost all he possessed through his wrongful imprisonment, and asks for compensation for the twenty-two years of misery he has had to endure.	[953, 1143, 1099, 1270]
headline-rule	[368, 57, 433, 58]
article-body: Mr. Glover gave notice to ask the Prime Minister if he would immediately release the Waihi strikers now in gaol, the circumstances under which they were imprisoned not justifying that end.	[797, 921, 943, 973]
article-dateline: Wellington, Last Night.	[548, 1364, 624, 1374]
article	[15, 1619, 160, 1683]
article-body: to obtain the GENUINE EUCALYPTI EXTRACT which will preserve for you a remedy of sterling value and will protect you from having your health injured by one of the many crude and so-called "Extracts" which are prepared by unscrupulous dealers as "just as good," and which are, according to authentic testimony, very depressing to the heart. The GENUINE SANDER EXTRACT is absolutely non-poisonous, and brings an instantaneous relief in headaches, fevers, colds, bronchial and gastric affections, and the speedy and safe results it gives for sores, wounds, burns, inflammations. Always insist on SANDER'S EXTRACT, and get the GENUINE SANDER EXTRACT; insist, if you have to, but get it, and derive the benefit.	[327, 1496, 474, 1696]
article-headline: SUPREME COURT.	[653, 1193, 773, 1209]
article	[171, 78, 316, 216]
article	[171, 39, 316, 71]
article-body: The tenth annual conference of the New Zealand Employers' Federation concluded to-day. The following resolutions were carried:—That this Federation approve the action of the Farmers' Workers' Association in agitation for employment of Chinese in furniture factories. That the Government be approached to provide for the registration of employers with awards. That application be made to the Government to amend the Wages Protection and Contractors' Lien Act, 1908, in the direction of making it compulsory for sub-contractors to register the name of the contractor before they may sue, as well as the contractor, to enforce the provisions of any award. That the Government be approached to place at the disposal of the employers under the Arbitration Act as much facilities as the workers for representation in the Court. That the New Zealand Employers' Federation recommend to the Government for its earnest consideration the appointment of an Advisory Board composed of the employers in the industry. That Sir Joseph Ward Bill be dropped until they are satisfied that the amount proposed by the Government is not less than the assessment by the 1910 Amendment Act of clause 2, and that section 6 be reconsidered.	[484, 1375, 630, 1703]
article-byline: By Telegraph—Press Association.	[815, 91, 925, 100]
